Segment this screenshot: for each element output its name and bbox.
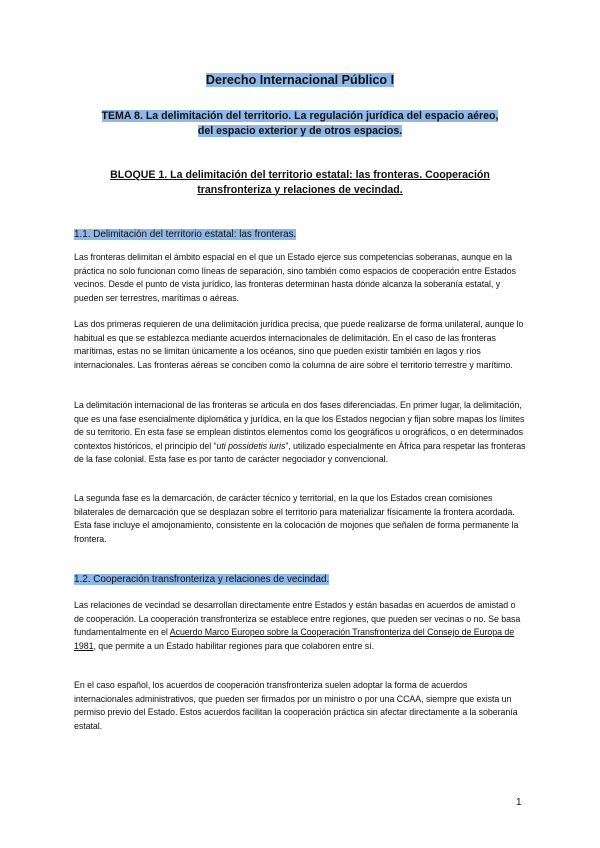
section-2-paragraph-1-part-b: , que permite a un Estado habilitar regiones para que colaboren entre sí. (93, 640, 374, 651)
section-2-heading-text: 1.2. Cooperación transfronteriza y relaciones de vecindad. (74, 574, 330, 585)
section-1-paragraph-3 (74, 399, 526, 467)
document-title-text: Derecho Internacional Público I (205, 73, 395, 87)
section-2-paragraph-1 (74, 599, 526, 653)
acuerdo-marco-link[interactable]: Acuerdo Marco Europeo sobre la Cooperación Transfronteriza del Consejo de Europa de 1981 (74, 627, 515, 651)
page-number: 1 (516, 797, 522, 808)
uti-possidetis-term: uti possidetis iuris (216, 440, 286, 451)
bloque-heading: BLOQUE 1. La delimitación del territorio estatal: las fronteras. Cooperación transfronteriza y relaciones de vecindad. (110, 169, 490, 196)
tema-heading (100, 109, 500, 138)
section-1-paragraph-3-part-b: ”, utilizado especialmente en África para respetar las fronteras de la fase colonial. Esta fase es por tanto de carácter negociador y convencional. (74, 440, 526, 465)
section-1-paragraph-4: La segunda fase es la demarcación, de carácter técnico y territorial, en la que los Estados crean comisiones bilaterales de demarcación que se desplazan sobre el territorio para materializar físicamente la frontera acordada. Esta fase incluye el amojonamiento, consistente en la colocación de mojones que señalen de forma permanente la frontera. (74, 493, 519, 544)
section-1-paragraph-3-part-a: La delimitación internacional de las fronteras se articula en dos fases diferenciadas. En primer lugar, la delimitación, que es una fase esencialmente diplomática y jurídica, en la que los Estados negocian y fijan sobre mapas los límites de su territorio. En esta fase se emplean distintos elementos como los geográficos u orográficos, o en determinados contextos históricos, el principio del “ (74, 400, 525, 451)
section-1-paragraph-2: Las dos primeras requieren de una delimitación jurídica precisa, que puede realizarse de forma unilateral, aunque lo habitual es que se establezca mediante acuerdos internacionales de delimitación. En el caso de las fronteras marítimas, estas no se limitan únicamente a los océanos, sino que pueden existir también en lagos y ríos internacionales. Las fronteras aéreas se conciben como la columna de aire sobre el territorio terrestre y marítimo. (74, 319, 524, 370)
section-1-heading (74, 228, 296, 241)
section-1-heading-text: 1.1. Delimitación del territorio estatal: las fronteras. (74, 229, 297, 240)
section-2-paragraph-2: En el caso español, los acuerdos de cooperación transfronteriza suelen adoptar la forma de acuerdos internacionales administrativos, que pueden ser firmados por un ministro o por una CCAA, siempre que exista un permiso previo del Estado. Estos acuerdos facilitan la cooperación práctica sin afectar directamente a la soberanía estatal. (74, 680, 518, 731)
section-2-paragraph-1-part-a: Las relaciones de vecindad se desarrollan directamente entre Estados y están basadas en acuerdos de amistad o de cooperación. La cooperación transfronteriza se establece entre regiones, que pueden ser vecinas o no. Se basa fundamentalmente en el (74, 600, 521, 638)
section-1-paragraph-1: Las fronteras delimitan el ámbito espacial en el que un Estado ejerce sus competencias soberanas, aunque en la práctica no solo funcionan como líneas de separación, sino también como espacios de cooperación entre Estados vecinos. Desde el punto de vista jurídico, las fronteras determinan hasta dónde alcanza la soberanía estatal, y pueden ser terrestres, marítimas o aéreas. (74, 252, 516, 303)
section-2-heading (74, 573, 329, 586)
document-title (0, 72, 600, 88)
tema-heading-text: TEMA 8. La delimitación del territorio. La regulación jurídica del espacio aéreo, del espacio exterior y de otros espacios. (101, 110, 499, 137)
